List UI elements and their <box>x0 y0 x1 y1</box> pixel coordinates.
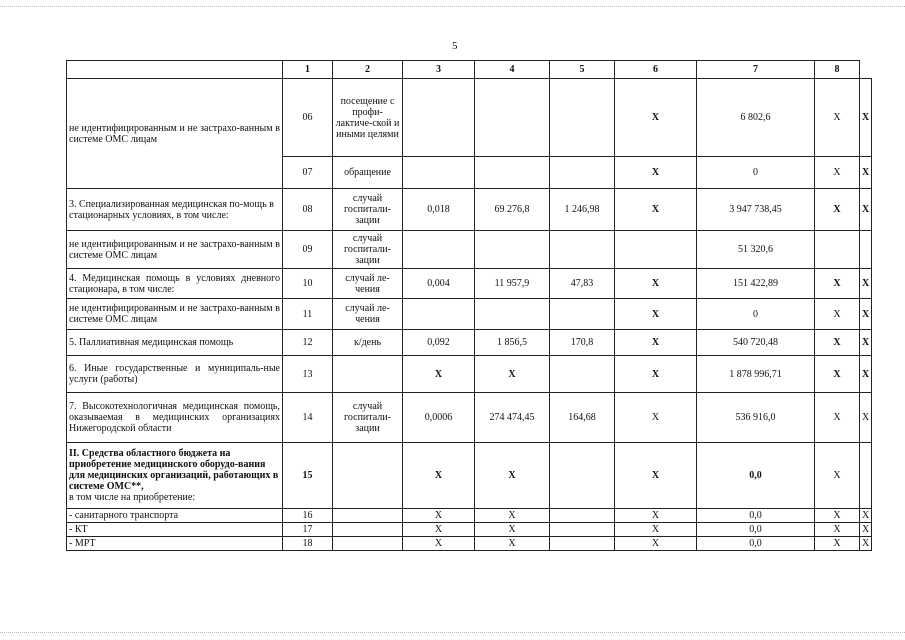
col-header: 5 <box>550 61 615 79</box>
row-c3 <box>403 299 475 330</box>
row-code: 07 <box>283 157 333 189</box>
row-name: 5. Паллиативная медицинская помощь <box>67 330 283 356</box>
row-code: 10 <box>283 269 333 299</box>
row-code: 15 <box>283 443 333 509</box>
row-c3: 0,0006 <box>403 393 475 443</box>
row-c7: 536 916,0 <box>697 393 815 443</box>
row-c4: 69 276,8 <box>475 189 550 231</box>
col-header: 3 <box>403 61 475 79</box>
row-c4: X <box>475 356 550 393</box>
row-c8: X <box>815 330 860 356</box>
row-c4 <box>475 299 550 330</box>
row-name: не идентифицированным и не застрахо-ванным в системе ОМС лицам <box>67 299 283 330</box>
row-c6: X <box>615 443 697 509</box>
row-name: не идентифицированным и не застрахо-ванным в системе ОМС лицам <box>67 79 283 189</box>
row-code: 11 <box>283 299 333 330</box>
header-row <box>67 61 872 79</box>
row-c8: X <box>815 443 860 509</box>
row-unit <box>333 523 403 537</box>
row-c3: X <box>403 509 475 523</box>
row-c6: X <box>615 157 697 189</box>
row-c8: X <box>815 79 860 157</box>
row-code: 14 <box>283 393 333 443</box>
row-c9: X <box>860 523 872 537</box>
row-c7: 0,0 <box>697 523 815 537</box>
row-c3: X <box>403 356 475 393</box>
col-header: 6 <box>615 61 697 79</box>
header-blank <box>67 61 283 79</box>
row-name: 6. Иные государственные и муниципаль-ные услуги (работы) <box>67 356 283 393</box>
row-c3 <box>403 79 475 157</box>
table-row <box>67 443 872 509</box>
row-c3: X <box>403 537 475 551</box>
row-code: 09 <box>283 231 333 269</box>
row-c8: X <box>815 189 860 231</box>
row-c6: X <box>615 523 697 537</box>
row-c5: 164,68 <box>550 393 615 443</box>
row-c9: X <box>860 79 872 157</box>
row-c6: X <box>615 299 697 330</box>
col-header: 7 <box>697 61 815 79</box>
row-name: - санитарного транспорта <box>67 509 283 523</box>
row-c9: X <box>860 299 872 330</box>
row-c4: 11 957,9 <box>475 269 550 299</box>
row-c7: 0,0 <box>697 537 815 551</box>
row-c4 <box>475 157 550 189</box>
row-c9: X <box>860 356 872 393</box>
row-c8: X <box>815 537 860 551</box>
row-c6: X <box>615 537 697 551</box>
row-code: 18 <box>283 537 333 551</box>
row-unit: обращение <box>333 157 403 189</box>
row-c3: X <box>403 443 475 509</box>
row-c5 <box>550 356 615 393</box>
row-c4: X <box>475 537 550 551</box>
row-c7: 151 422,89 <box>697 269 815 299</box>
row-c8: X <box>815 356 860 393</box>
table-row <box>67 299 872 330</box>
table-row <box>67 79 872 157</box>
row-code: 08 <box>283 189 333 231</box>
row-unit: случай ле-чения <box>333 269 403 299</box>
row-name: 7. Высокотехнологичная медицинская помощь, оказываемая в медицинских организациях Нижегородской области <box>67 393 283 443</box>
row-c6 <box>615 231 697 269</box>
scan-edge-bottom <box>0 632 905 634</box>
col-header: 4 <box>475 61 550 79</box>
row-c8: X <box>815 269 860 299</box>
row-c5 <box>550 157 615 189</box>
row-c5 <box>550 231 615 269</box>
row-c6: X <box>615 330 697 356</box>
row-c9: X <box>860 537 872 551</box>
col-header: 2 <box>333 61 403 79</box>
row-c5 <box>550 79 615 157</box>
row-c6: X <box>615 189 697 231</box>
row-c8: X <box>815 509 860 523</box>
row-c9 <box>860 231 872 269</box>
row-c5 <box>550 443 615 509</box>
row-c9: X <box>860 269 872 299</box>
row-c9 <box>860 443 872 509</box>
row-c3: 0,092 <box>403 330 475 356</box>
row-c4: X <box>475 443 550 509</box>
row-c5: 47,83 <box>550 269 615 299</box>
row-c8: X <box>815 157 860 189</box>
row-unit <box>333 537 403 551</box>
row-c5 <box>550 509 615 523</box>
row-c9: X <box>860 509 872 523</box>
row-c7: 6 802,6 <box>697 79 815 157</box>
col-header: 8 <box>815 61 860 79</box>
row-unit: случай госпитали-зации <box>333 189 403 231</box>
row-c5: 170,8 <box>550 330 615 356</box>
row-c4: 274 474,45 <box>475 393 550 443</box>
row-name-bold: II. Средства областного бюджета на приобретение медицинского оборудо-вания для медицинских организаций, работающих в системе ОМС**, <box>69 448 279 492</box>
row-c5 <box>550 537 615 551</box>
table-row <box>67 189 872 231</box>
row-c5 <box>550 523 615 537</box>
row-c7: 0,0 <box>697 509 815 523</box>
row-code: 06 <box>283 79 333 157</box>
row-unit: случай госпитали-зации <box>333 393 403 443</box>
row-c6: X <box>615 509 697 523</box>
row-name <box>67 443 283 509</box>
row-c3: X <box>403 523 475 537</box>
row-c4 <box>475 231 550 269</box>
row-c4: X <box>475 509 550 523</box>
row-unit: случай госпитали-зации <box>333 231 403 269</box>
row-c4 <box>475 79 550 157</box>
row-c3: 0,018 <box>403 189 475 231</box>
row-unit <box>333 356 403 393</box>
row-c7: 540 720,48 <box>697 330 815 356</box>
row-name: - КТ <box>67 523 283 537</box>
row-c6: X <box>615 269 697 299</box>
data-table <box>66 60 872 551</box>
row-c6: X <box>615 356 697 393</box>
table-row <box>67 269 872 299</box>
table-row <box>67 330 872 356</box>
row-c3 <box>403 157 475 189</box>
row-c7: 0,0 <box>697 443 815 509</box>
row-c7: 0 <box>697 299 815 330</box>
page-number: 5 <box>452 40 458 52</box>
table-row <box>67 356 872 393</box>
row-c9: X <box>860 393 872 443</box>
row-code: 16 <box>283 509 333 523</box>
row-c5 <box>550 299 615 330</box>
row-name: 3. Специализированная медицинская по-мощь в стационарных условиях, в том числе: <box>67 189 283 231</box>
row-c7: 51 320,6 <box>697 231 815 269</box>
row-name: 4. Медицинская помощь в условиях дневного стационара, в том числе: <box>67 269 283 299</box>
row-c7: 0 <box>697 157 815 189</box>
table-row <box>67 523 872 537</box>
table-row <box>67 393 872 443</box>
row-c8: X <box>815 523 860 537</box>
table-row <box>67 537 872 551</box>
row-unit: случай ле-чения <box>333 299 403 330</box>
col-header: 1 <box>283 61 333 79</box>
row-code: 12 <box>283 330 333 356</box>
scan-edge-top <box>0 6 905 8</box>
row-code: 13 <box>283 356 333 393</box>
row-c7: 3 947 738,45 <box>697 189 815 231</box>
row-code: 17 <box>283 523 333 537</box>
row-c6: X <box>615 393 697 443</box>
row-unit <box>333 443 403 509</box>
row-unit: к/день <box>333 330 403 356</box>
row-unit <box>333 509 403 523</box>
table-row <box>67 231 872 269</box>
row-c8: X <box>815 299 860 330</box>
row-c6: X <box>615 79 697 157</box>
row-name-tail: в том числе на приобретение: <box>69 492 196 503</box>
row-c8: X <box>815 393 860 443</box>
row-c3 <box>403 231 475 269</box>
row-name: - МРТ <box>67 537 283 551</box>
row-name: не идентифицированным и не застрахо-ванным в системе ОМС лицам <box>67 231 283 269</box>
row-c4: X <box>475 523 550 537</box>
row-c7: 1 878 996,71 <box>697 356 815 393</box>
table-row <box>67 509 872 523</box>
row-c8 <box>815 231 860 269</box>
row-c9: X <box>860 157 872 189</box>
row-c4: 1 856,5 <box>475 330 550 356</box>
row-c5: 1 246,98 <box>550 189 615 231</box>
row-c9: X <box>860 189 872 231</box>
row-c9: X <box>860 330 872 356</box>
row-c3: 0,004 <box>403 269 475 299</box>
row-unit: посещение с профи-лактиче-ской и иными целями <box>333 79 403 157</box>
